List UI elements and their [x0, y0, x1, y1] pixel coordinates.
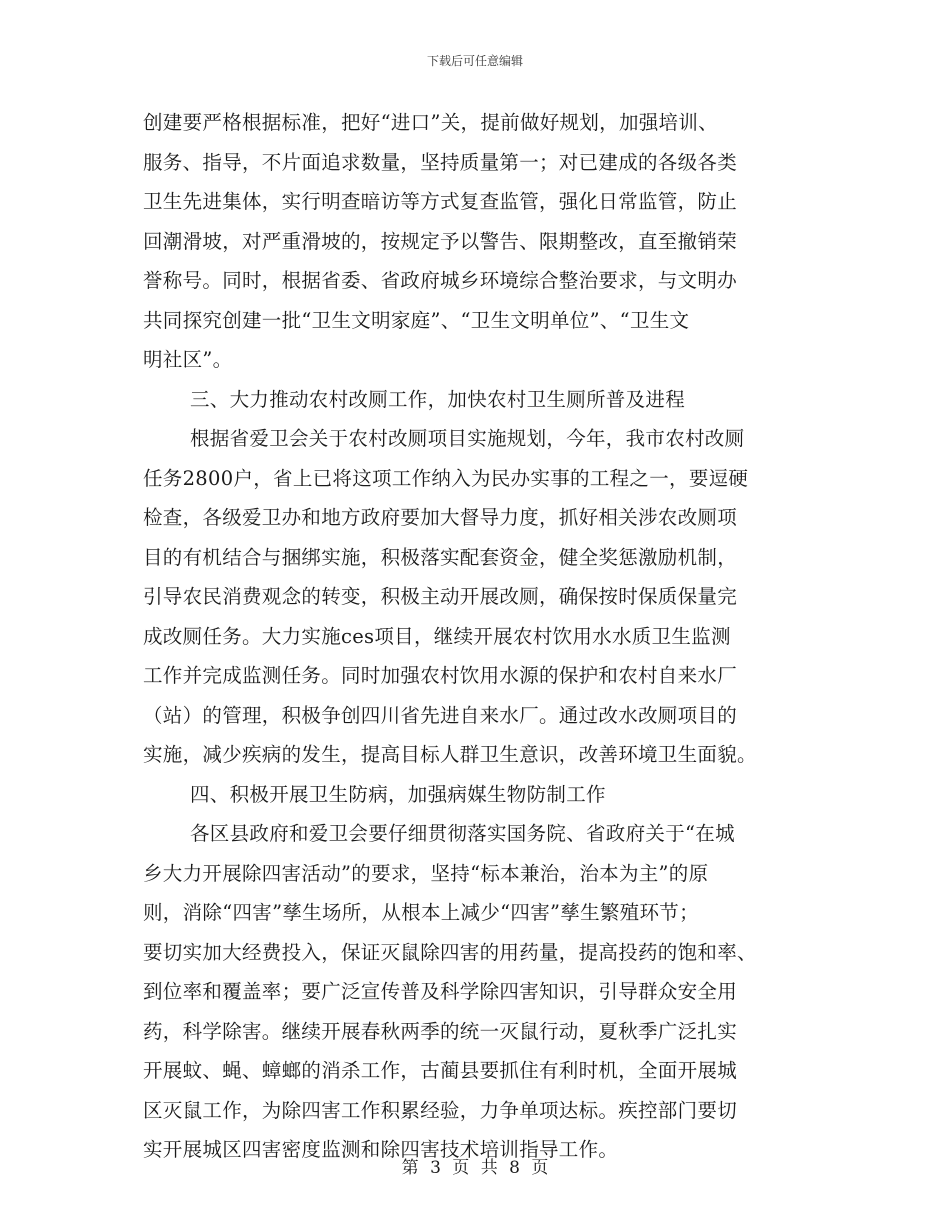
body-line: 要切实加大经费投入，保证灭鼠除四害的用药量，提高投药的饱和率、	[143, 940, 757, 964]
body-line: 区灭鼠工作，为除四害工作积累经验，力争单项达标。疾控部门要切	[143, 1098, 738, 1122]
body-line: 工作并完成监测任务。同时加强农村饮用水源的保护和农村自来水厂	[143, 664, 738, 687]
page-footer: 第 3 页 共 8 页	[401, 1158, 549, 1178]
body-line: 开展蚊、蝇、蟑螂的消杀工作，古蔺县要抓住有利时机，全面开展城	[143, 1059, 738, 1082]
body-line: 到位率和覆盖率；要广泛宣传普及科学除四害知识，引导群众安全用	[143, 980, 738, 1003]
body-line: 誉称号。同时，根据省委、省政府城乡环境综合整治要求，与文明办	[143, 269, 738, 292]
body-line: 共同探究创建一批“卫生文明家庭”、“卫生文明单位”、“卫生文	[143, 308, 690, 332]
body-line: 引导农民消费观念的转变，积极主动开展改厕，确保按时保质保量完	[143, 585, 738, 608]
body-line: 乡大力开展除四害活动”的要求，坚持“标本兼治，治本为主”的原	[143, 861, 709, 885]
body-line: 明社区”。	[143, 348, 233, 371]
body-line: （站）的管理，积极争创四川省先进自来水厂。通过改水改厕项目的	[143, 703, 738, 727]
body-line: 创建要严格根据标准，把好“进口”关，提前做好规划，加强培训、	[143, 111, 718, 134]
body-line: 服务、指导，不片面追求数量，坚持质量第一；对已建成的各级各类	[143, 150, 738, 174]
body-line: 药，科学除害。继续开展春秋两季的统一灭鼠行动，夏秋季广泛扎实	[143, 1019, 738, 1043]
body-line: 实开展城区四害密度监测和除四害技术培训指导工作。	[143, 1138, 619, 1161]
body-line: 任务2800户，省上已将这项工作纳入为民办实事的工程之一，要逗硬	[143, 466, 749, 490]
body-line: 目的有机结合与捆绑实施，积极落实配套资金，健全奖惩激励机制，	[143, 545, 738, 569]
body-line: 回潮滑坡，对严重滑坡的，按规定予以警告、限期整改，直至撤销荣	[143, 229, 738, 253]
body-line: 三、大力推动农村改厕工作，加快农村卫生厕所普及进程	[190, 387, 686, 411]
page-header: 下载后可任意编辑	[426, 54, 523, 68]
body-line: 各区县政府和爱卫会要仔细贯彻落实国务院、省政府关于“在城	[190, 822, 735, 845]
body-line: 四、积极开展卫生防病，加强病媒生物防制工作	[190, 782, 606, 806]
body-line: 实施，减少疾病的发生，提高目标人群卫生意识，改善环境卫生面貌。	[143, 743, 757, 766]
body-line: 则，消除“四害”孳生场所，从根本上减少“四害”孳生繁殖环节；	[143, 901, 699, 924]
body-line: 根据省爱卫会关于农村改厕项目实施规划，今年，我市农村改厕	[190, 427, 745, 450]
body-line: 检查，各级爱卫办和地方政府要加大督导力度，抓好相关涉农改厕项	[143, 506, 738, 529]
document-body	[143, 103, 823, 1170]
body-line: 成改厕任务。大力实施ces项目，继续开展农村饮用水水质卫生监测	[143, 624, 731, 648]
body-line: 卫生先进集体，实行明查暗访等方式复查监管，强化日常监管，防止	[143, 190, 738, 213]
